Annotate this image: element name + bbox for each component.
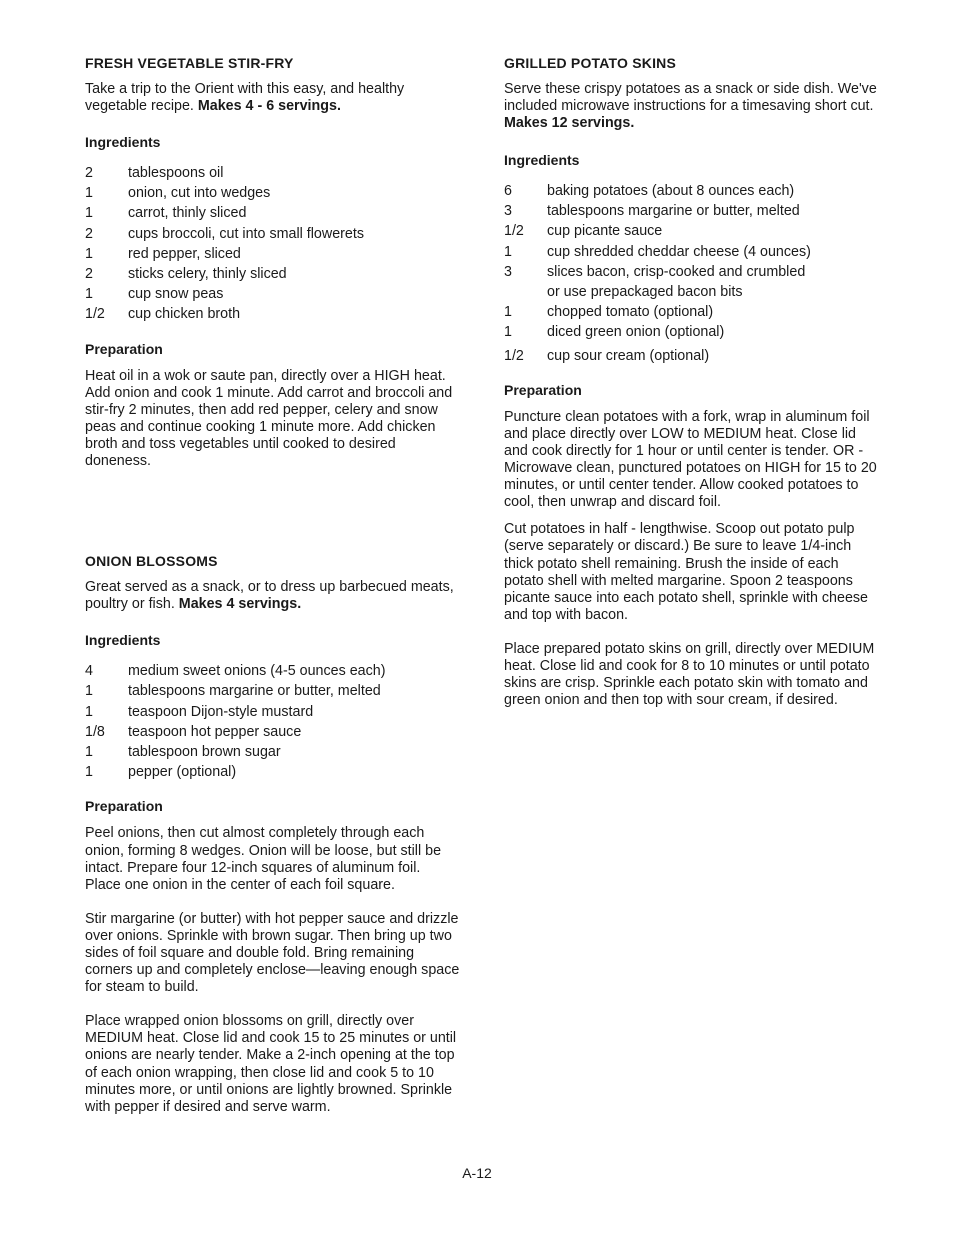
recipe-intro [504,81,879,132]
ingredient-item: 1 tablespoon brown sugar [85,744,281,760]
recipe-intro-text: Serve these crispy potatoes as a snack or side dish. We've included microwave instructions for a timesaving short cut. [504,81,877,114]
recipe-title: FRESH VEGETABLE STIR-FRY [85,55,294,71]
preparation-heading: Preparation [85,340,163,357]
recipe-servings: Makes 4 - 6 servings. [197,98,341,114]
recipe-stir-fry [85,55,460,470]
ingredient-item: 1 onion, cut into wedges [85,185,271,202]
right-column [504,55,879,709]
recipe-intro [85,579,460,613]
recipe-servings: Makes 12 servings. [504,115,635,131]
preparation-step: Peel onions, then cut almost completely through each onion, forming 8 wedges. Onion will be loose, but still be intact. Prepare four 12-inch squares of aluminum foil. Place one onion in the center of each foil square. [85,825,442,893]
recipe-intro-text: Great served as a snack, or to dress up barbecued meats, poultry or fish. [85,579,454,613]
ingredient-list [85,163,460,325]
preparation-step: Cut potatoes in half - lengthwise. Scoop out potato pulp (serve separately or discard.) Be sure to leave 1/4-inch thick potato shell remaining. Brush the inside of each potato shell with melted margarine. Spoon 2 teaspoons picante sauce into each potato shell, sprinkle with cheese and top with bacon. [504,521,868,623]
recipe-servings: Makes 4 servings. [178,596,302,613]
preparation-step: Stir margarine (or butter) with hot pepper sauce and drizzle over onions. Sprinkle with brown sugar. Then bring up two sides of foil square and double fold. Bring remaining corners up and completely enclose—leaving enough space for steam to build. [85,910,460,996]
preparation-heading: Preparation [504,381,582,398]
ingredients-heading: Ingredients [85,134,161,150]
ingredient-item: 2 sticks celery, thinly sliced [85,266,287,283]
ingredient-item: 1 diced green onion (optional) [504,324,725,341]
ingredient-item: 1 teaspoon Dijon-style mustard [85,703,314,720]
ingredient-item: 2 cups broccoli, cut into small flowerets [85,225,364,242]
page-number: A-12 [462,1165,492,1181]
recipe-intro [85,81,460,115]
ingredient-item: 1 tablespoons margarine or butter, melted [85,683,381,700]
ingredient-item: 1 chopped tomato (optional) [504,304,714,321]
ingredient-item: or use prepackaged bacon bits [547,284,743,301]
ingredients-heading: Ingredients [504,152,580,168]
ingredient-item: 1/2 cup chicken broth [85,306,241,323]
ingredients-heading: Ingredients [85,632,161,649]
ingredient-item: 3 slices bacon, crisp-cooked and crumbled [504,263,806,280]
recipe-title: GRILLED POTATO SKINS [504,55,677,71]
ingredient-item: 1 red pepper, sliced [85,245,241,262]
preparation-step: Heat oil in a wok or saute pan, directly over a HIGH heat. Add onion and cook 1 minute. Add carrot and broccoli and stir-fry 2 minutes, then add red pepper, celery and snow peas and continue cooking 1 minute more. Add chicken broth and toss vegetables until cooked to desired doneness. [85,367,453,470]
left-column [85,55,460,1116]
ingredient-item: 3 tablespoons margarine or butter, melted [504,203,800,220]
preparation-heading: Preparation [85,798,163,815]
ingredient-item: 1 cup snow peas [85,286,224,303]
recipe-intro-text: Take a trip to the Orient with this easy, and healthy vegetable recipe. [85,81,405,114]
preparation-step: Place wrapped onion blossoms on grill, directly over MEDIUM heat. Close lid and cook 15 to 25 minutes or until onions are nearly tender. Make a 2-inch opening at the top of each onion wrapping, then close lid and cook 5 to 10 minutes more, or until onions are lightly browned. Sprinkle with pepper if desired and serve warm. [85,1013,457,1115]
ingredient-item: 1/8 teaspoon hot pepper sauce [85,723,302,740]
recipe-potato-skins [504,55,879,709]
preparation-step: Puncture clean potatoes with a fork, wrap in aluminum foil and place directly over LOW to MEDIUM heat. Close lid and cook directly for 1 hour or until center is tender. OR - Microwave clean, punctured potatoes on HIGH for 15 to 20 minutes, or until center tender. Allow cooked potatoes to cool, then unwrap and discard foil. [504,408,877,511]
ingredient-list [504,181,879,366]
ingredient-item: 1 pepper (optional) [85,764,237,781]
ingredient-item: 6 baking potatoes (about 8 ounces each) [504,183,795,199]
recipe-onion-blossoms [85,553,460,1116]
ingredient-item: 1 carrot, thinly sliced [85,205,247,222]
ingredient-item: 1/2 cup picante sauce [504,223,663,240]
ingredient-item: 1 cup shredded cheddar cheese (4 ounces) [504,243,811,260]
recipe-title: ONION BLOSSOMS [85,553,218,570]
ingredient-item: 4 medium sweet onions (4-5 ounces each) [85,663,386,680]
ingredient-item: 2 tablespoons oil [85,165,224,181]
ingredient-item: 1/2 cup sour cream (optional) [504,347,710,364]
ingredient-list [85,661,460,782]
preparation-step: Place prepared potato skins on grill, directly over MEDIUM heat. Close lid and cook for 8 to 10 minutes or until potato skins are crisp. Sprinkle each potato skin with tomato and green onion and then top with sour cream, if desired. [504,640,875,709]
